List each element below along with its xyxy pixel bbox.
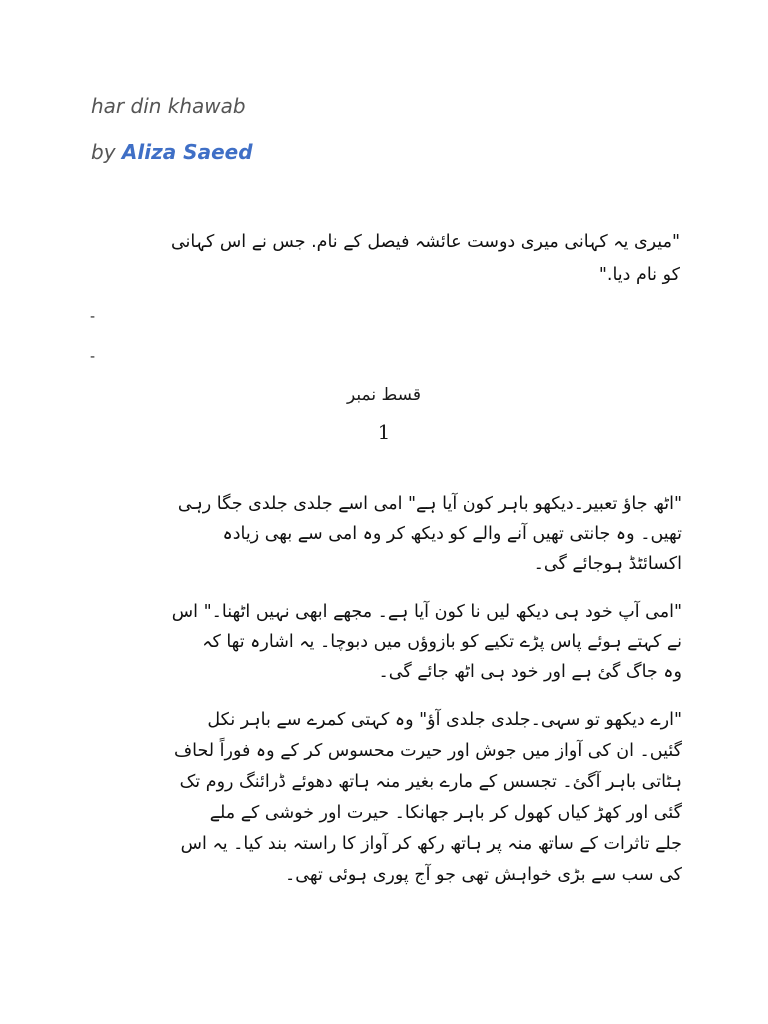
dash-separator: - <box>90 309 96 325</box>
paragraph-1 <box>90 489 682 579</box>
text-line: کی سب سے بڑی خواہش تھی جو آج پوری ہوئی تھی۔ <box>285 865 682 885</box>
story-title: har din khawab <box>91 94 246 118</box>
paragraph-2 <box>90 597 682 687</box>
text-line: وہ جاگ گئ ہے اور خود ہی اٹھ جائے گی۔ <box>378 662 682 682</box>
byline-prefix: by <box>91 140 116 164</box>
text-line: "اٹھ جاؤ تعبیر۔دیکھو باہر کون آیا ہے" امی اسے جلدی جلدی جگا رہی <box>177 494 682 514</box>
text-line: نے کہتے ہوئے پاس پڑے تکیے کو بازوؤں میں دبوچا۔ یہ اشارہ تھا کہ <box>202 632 682 652</box>
dash-separator: - <box>90 349 96 365</box>
episode-number: 1 <box>377 420 391 444</box>
text-line: کو نام دیا." <box>598 265 680 285</box>
author-name: Aliza Saeed <box>121 140 253 164</box>
text-line: ہٹاتی باہر آگئ۔ تجسس کے مارے بغیر منہ ہاتھ دھوئے ڈرائنگ روم تک <box>179 772 682 792</box>
text-line: "میری یہ کہانی میری دوست عائشہ فیصل کے نام. جس نے اس کہانی <box>170 232 680 252</box>
text-line: "امی آپ خود ہی دیکھ لیں نا کون آیا ہے۔ مجھے ابھی نہیں اٹھنا۔" اس <box>171 602 682 622</box>
dedication-paragraph <box>100 226 680 292</box>
text-line: گئیں۔ ان کی آواز میں جوش اور حیرت محسوس کر کے وہ فوراً لحاف <box>173 741 682 761</box>
paragraph-3 <box>90 705 682 891</box>
text-line: اکسائٹڈ ہوجائے گی۔ <box>533 554 682 574</box>
text-line: جلے تاثرات کے ساتھ منہ پر ہاتھ رکھ کر آواز کا راستہ بند کیا۔ یہ اس <box>180 834 682 854</box>
text-line: گئی اور کھڑ کیاں کھول کر باہر جھانکا۔ حیرت اور خوشی کے ملے <box>209 803 682 823</box>
episode-label: قسط نمبر <box>347 385 421 405</box>
text-line: تھیں۔ وہ جانتی تھیں آنے والے کو دیکھ کر وہ امی سے بھی زیادہ <box>222 524 682 544</box>
text-line: "ارے دیکھو تو سہی۔جلدی جلدی آؤ" وہ کہتی کمرے سے باہر نکل <box>207 710 682 730</box>
byline <box>91 140 253 164</box>
